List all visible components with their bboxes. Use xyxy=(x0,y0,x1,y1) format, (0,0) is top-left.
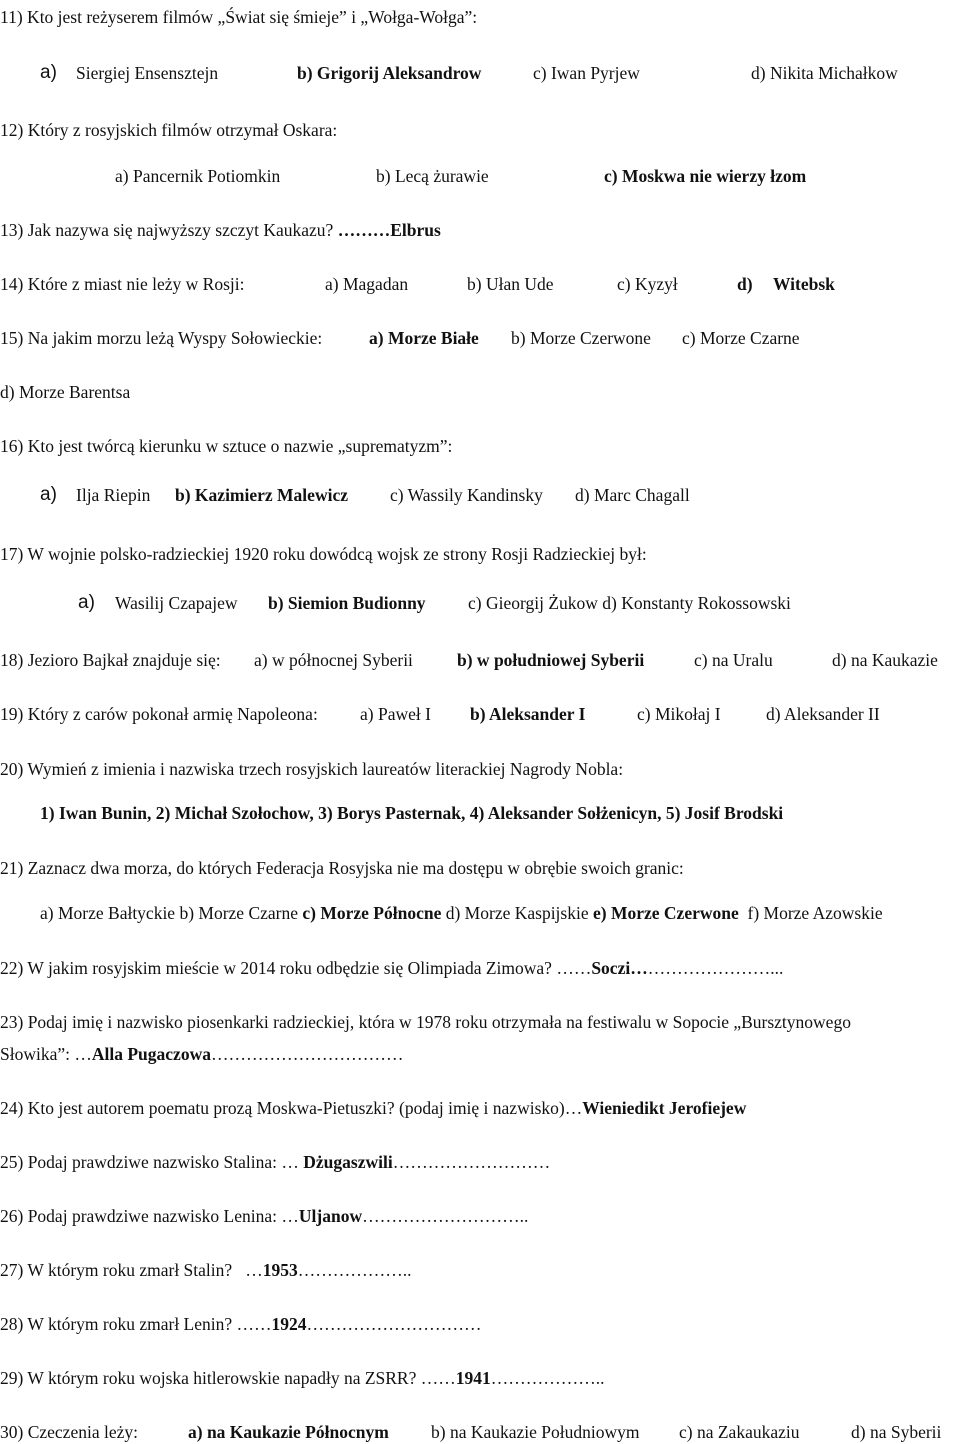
q21-option-e-answer: e) Morze Czerwone xyxy=(593,903,739,923)
q13-row xyxy=(0,219,441,241)
q16-option-d: d) Marc Chagall xyxy=(575,485,690,505)
q30-option-b: b) na Kaukazie Południowym xyxy=(431,1422,640,1442)
q16-option-a-label: a) xyxy=(40,484,57,505)
q30-option-a-answer: a) na Kaukazie Północnym xyxy=(188,1422,389,1442)
q16-option-c: c) Wassily Kandinsky xyxy=(390,485,543,505)
q30-option-d: d) na Syberii xyxy=(851,1422,942,1442)
q14-question: 14) Które z miast nie leży w Rosji: xyxy=(0,274,245,294)
q17-question: 17) W wojnie polsko-radzieckiej 1920 roku dowódcą wojsk ze strony Rosji Radzieckiej był: xyxy=(0,544,647,564)
q25-row xyxy=(0,1151,550,1173)
q15-option-d: d) Morze Barentsa xyxy=(0,382,131,402)
q24-row xyxy=(0,1097,746,1119)
q27-answer: 1953 xyxy=(262,1260,298,1280)
q17-option-a: Wasilij Czapajew xyxy=(115,593,238,613)
q25-question: 25) Podaj prawdziwe nazwisko Stalina: … xyxy=(0,1152,304,1172)
q19-option-b-answer: b) Aleksander I xyxy=(470,704,586,724)
q26-answer: Uljanow xyxy=(298,1206,363,1226)
q29-row xyxy=(0,1367,605,1389)
q23-answer: Alla Pugaczowa xyxy=(91,1044,211,1064)
q18-option-c: c) na Uralu xyxy=(694,650,773,670)
q19-option-a: a) Paweł I xyxy=(360,704,431,724)
q27-trail: ……………….. xyxy=(297,1260,412,1280)
q23-prefix: Słowika”: … xyxy=(0,1044,92,1064)
q30-question: 30) Czeczenia leży: xyxy=(0,1422,138,1442)
q18-option-a: a) w północnej Syberii xyxy=(254,650,413,670)
q30-option-c: c) na Zakaukaziu xyxy=(679,1422,800,1442)
q29-trail: ……………….. xyxy=(490,1368,605,1388)
q21-option-d: d) Morze Kaspijskie xyxy=(441,903,593,923)
q20-question: 20) Wymień z imienia i nazwiska trzech rosyjskich laureatów literackiej Nagrody Nobla: xyxy=(0,759,624,779)
q25-answer: Dżugaszwili xyxy=(303,1152,393,1172)
q18-question: 18) Jezioro Bajkał znajduje się: xyxy=(0,650,221,670)
q21-options xyxy=(40,902,883,924)
q11-option-b-answer: b) Grigorij Aleksandrow xyxy=(297,63,482,83)
q12-option-a: a) Pancernik Potiomkin xyxy=(115,166,281,186)
q22-answer: Soczi… xyxy=(591,958,648,978)
q28-question: 28) W którym roku zmarł Lenin? …… xyxy=(0,1314,272,1334)
q14-option-c: c) Kyzył xyxy=(617,274,678,294)
q29-question: 29) W którym roku wojska hitlerowskie napadły na ZSRR? …… xyxy=(0,1368,456,1388)
q11-option-a-label: a) xyxy=(40,62,57,83)
q13-answer: ………Elbrus xyxy=(337,220,441,240)
q17-option-a-label: a) xyxy=(78,592,95,613)
q22-question: 22) W jakim rosyjskim mieście w 2014 roku odbędzie się Olimpiada Zimowa? …… xyxy=(0,958,592,978)
q12-question: 12) Który z rosyjskich filmów otrzymał Oskara: xyxy=(0,120,338,140)
q16-option-a: Ilja Riepin xyxy=(76,485,151,505)
q19-option-d: d) Aleksander II xyxy=(766,704,880,724)
q24-answer: Wieniedikt Jerofiejew xyxy=(582,1098,747,1118)
q19-option-c: c) Mikołaj I xyxy=(637,704,721,724)
q27-question: 27) W którym roku zmarł Stalin? … xyxy=(0,1260,263,1280)
q21-option-c-answer: c) Morze Północne xyxy=(302,903,442,923)
q15-question: 15) Na jakim morzu leżą Wyspy Sołowieckie: xyxy=(0,328,323,348)
q15-option-a-answer: a) Morze Białe xyxy=(369,328,479,348)
q22-trail: …………………... xyxy=(647,958,784,978)
q12-option-c-answer: c) Moskwa nie wierzy łzom xyxy=(604,166,807,186)
q12-option-b: b) Lecą żurawie xyxy=(376,166,489,186)
q21-option-f: f) Morze Azowskie xyxy=(738,903,883,923)
q14-option-a: a) Magadan xyxy=(325,274,409,294)
q18-option-b-answer: b) w południowej Syberii xyxy=(457,650,645,670)
q14-option-d-answer: Witebsk xyxy=(773,274,835,294)
q28-trail: ………………………… xyxy=(306,1314,482,1334)
q23-trail: …………………………… xyxy=(210,1044,404,1064)
q22-row xyxy=(0,957,783,979)
q16-question: 16) Kto jest twórcą kierunku w sztuce o nazwie „suprematyzm”: xyxy=(0,436,453,456)
q17-options-cd: c) Gieorgij Żukow d) Konstanty Rokossowski xyxy=(468,593,791,613)
q26-question: 26) Podaj prawdziwe nazwisko Lenina: … xyxy=(0,1206,299,1226)
q18-option-d: d) na Kaukazie xyxy=(832,650,938,670)
q14-option-d-label: d) xyxy=(737,274,753,294)
q15-option-c: c) Morze Czarne xyxy=(682,328,800,348)
q16-option-b-answer: b) Kazimierz Malewicz xyxy=(175,485,348,505)
q23-question: 23) Podaj imię i nazwisko piosenkarki radzieckiej, która w 1978 roku otrzymała na festiwalu w Sopocie „Bursztynowego xyxy=(0,1012,851,1032)
q17-option-b-answer: b) Siemion Budionny xyxy=(268,593,426,613)
q11-question: 11) Kto jest reżyserem filmów „Świat się śmieje” i „Wołga-Wołga”: xyxy=(0,7,478,27)
q15-option-b: b) Morze Czerwone xyxy=(511,328,651,348)
q29-answer: 1941 xyxy=(455,1368,491,1388)
q28-row xyxy=(0,1313,482,1335)
q11-option-a: Siergiej Ensensztejn xyxy=(76,63,219,83)
q14-option-b: b) Ułan Ude xyxy=(467,274,554,294)
q11-option-d: d) Nikita Michałkow xyxy=(751,63,898,83)
q21-question: 21) Zaznacz dwa morza, do których Federacja Rosyjska nie ma dostępu w obrębie swoich granic: xyxy=(0,858,684,878)
q11-option-c: c) Iwan Pyrjew xyxy=(533,63,640,83)
q26-trail: ……………………….. xyxy=(362,1206,529,1226)
q23-row xyxy=(0,1043,403,1065)
q20-answer: 1) Iwan Bunin, 2) Michał Szołochow, 3) Borys Pasternak, 4) Aleksander Sołżenicyn, 5) Josif Brodski xyxy=(40,803,784,823)
q13-question: 13) Jak nazywa się najwyższy szczyt Kaukazu? xyxy=(0,220,334,240)
q21-options-ab: a) Morze Bałtyckie b) Morze Czarne xyxy=(40,903,303,923)
q26-row xyxy=(0,1205,528,1227)
q27-row xyxy=(0,1259,412,1281)
q24-question: 24) Kto jest autorem poematu prozą Moskwa-Pietuszki? (podaj imię i nazwisko)… xyxy=(0,1098,583,1118)
q25-trail: ……………………… xyxy=(392,1152,551,1172)
q19-question: 19) Który z carów pokonał armię Napoleona: xyxy=(0,704,318,724)
q28-answer: 1924 xyxy=(271,1314,307,1334)
